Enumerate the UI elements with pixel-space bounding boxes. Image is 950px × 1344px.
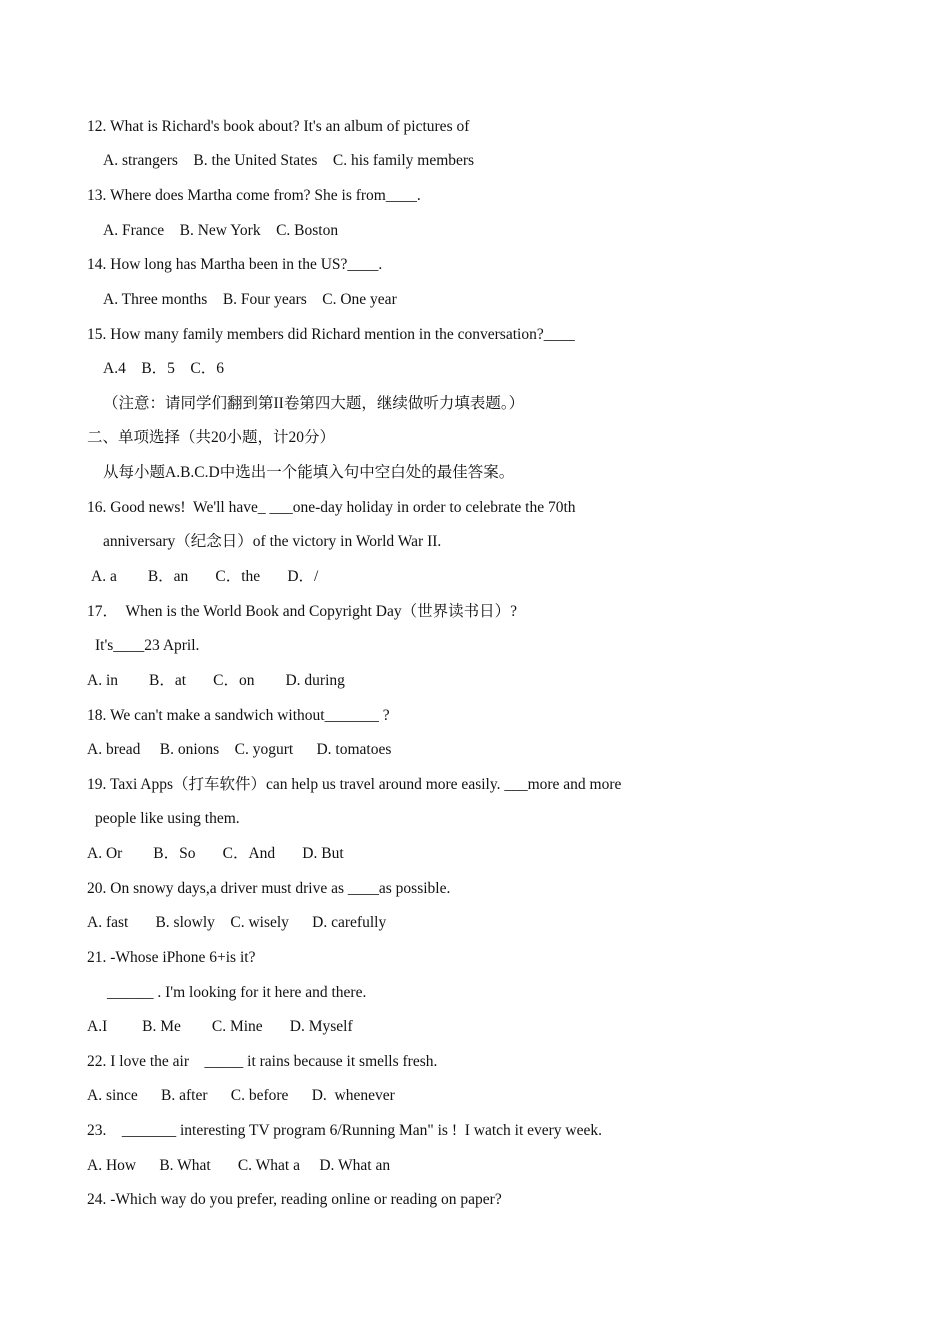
- question-20: 20. On snowy days,a driver must drive as ____as possible.: [87, 880, 451, 897]
- question-20-options: A. fast B. slowly C. wisely D. carefully: [87, 914, 387, 931]
- question-19-options: A. Or B．So C．And D. But: [87, 845, 344, 862]
- question-12-options: A. strangers B. the United States C. his family members: [103, 152, 475, 169]
- question-18: 18. We can't make a sandwich without_______ ?: [87, 707, 390, 724]
- question-15-options: A.4 B．5 C．6: [103, 360, 224, 377]
- listening-note: （注意：请同学们翻到第II卷第四大题，继续做听力填表题。）: [103, 395, 525, 412]
- question-12: 12. What is Richard's book about? It's an album of pictures of: [87, 118, 470, 135]
- question-14: 14. How long has Martha been in the US?____.: [87, 256, 383, 273]
- section-instructions: 从每小题A.B.C.D中选出一个能填入句中空白处的最佳答案。: [103, 464, 515, 481]
- question-23: 23. _______ interesting TV program 6/Running Man" is ! I watch it every week.: [87, 1122, 603, 1139]
- question-16: 16. Good news! We'll have_ ___one-day holiday in order to celebrate the 70th: [87, 499, 576, 516]
- question-21-options: A.I B. Me C. Mine D. Myself: [87, 1018, 353, 1035]
- question-18-options: A. bread B. onions C. yogurt D. tomatoes: [87, 741, 392, 758]
- question-19-continued: people like using them.: [95, 810, 240, 827]
- question-16-continued: anniversary（纪念日）of the victory in World War II.: [103, 533, 442, 550]
- question-16-options: A. a B．an C．the D．/: [91, 568, 319, 585]
- question-17-options: A. in B．at C．on D. during: [87, 672, 345, 689]
- question-21: 21. -Whose iPhone 6+is it?: [87, 949, 256, 966]
- question-22: 22. I love the air _____ it rains because it smells fresh.: [87, 1053, 438, 1070]
- question-15: 15. How many family members did Richard mention in the conversation?____: [87, 326, 575, 343]
- question-23-options: A. How B. What C. What a D. What an: [87, 1157, 391, 1174]
- question-24: 24. -Which way do you prefer, reading online or reading on paper?: [87, 1191, 502, 1208]
- question-19: 19. Taxi Apps（打车软件）can help us travel around more easily. ___more and more: [87, 776, 622, 793]
- question-14-options: A. Three months B. Four years C. One year: [103, 291, 397, 308]
- question-13: 13. Where does Martha come from? She is from____.: [87, 187, 421, 204]
- question-13-options: A. France B. New York C. Boston: [103, 222, 339, 239]
- question-21-continued: ______ . I'm looking for it here and there.: [107, 984, 367, 1001]
- question-22-options: A. since B. after C. before D. whenever: [87, 1087, 395, 1104]
- section-heading: 二、单项选择（共20小题，计20分）: [87, 429, 336, 446]
- question-17-continued: It's____23 April.: [95, 637, 200, 654]
- question-17: 17． When is the World Book and Copyright Day（世界读书日）?: [87, 603, 517, 620]
